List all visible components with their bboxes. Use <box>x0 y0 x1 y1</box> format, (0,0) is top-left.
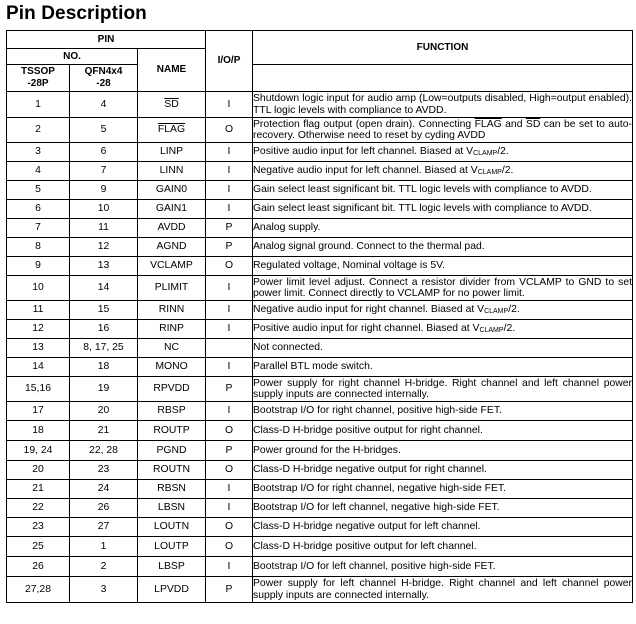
io-type-cell: I <box>206 358 253 377</box>
io-type-cell: I <box>206 301 253 320</box>
function-cell: Class-D H-bridge positive output for right channel. <box>253 421 633 441</box>
table-row <box>7 377 633 402</box>
qfn-pin-cell: 16 <box>70 320 138 339</box>
tssop-pin-cell: 4 <box>7 162 70 181</box>
function-cell: Positive audio input for right channel. Biased at $V_{CLAMP}/2$. <box>253 320 633 339</box>
table-row <box>7 276 633 301</box>
table-row <box>7 219 633 238</box>
tssop-pin-cell: 8 <box>7 238 70 257</box>
io-type-cell: P <box>206 577 253 603</box>
pin-name-cell: NC <box>138 339 206 358</box>
io-type-cell: I <box>206 499 253 518</box>
table-row <box>7 257 633 276</box>
io-type-cell: O <box>206 257 253 276</box>
qfn-pin-cell: 27 <box>70 518 138 537</box>
io-type-cell: P <box>206 377 253 402</box>
pin-name-cell: LBSN <box>138 499 206 518</box>
qfn-header-text: QFN4x4 -28 <box>84 66 123 89</box>
pin-name-cell: LOUTN <box>138 518 206 537</box>
pin-name-cell: LBSP <box>138 557 206 577</box>
table-row <box>7 301 633 320</box>
tssop-pin-cell: 6 <box>7 200 70 219</box>
pin-name-cell: RINN <box>138 301 206 320</box>
function-cell: Class-D H-bridge negative output for right channel. <box>253 461 633 480</box>
pin-name-cell: $\overline{SD}$ <box>138 92 206 118</box>
pin-name-cell: AGND <box>138 238 206 257</box>
table-row <box>7 358 633 377</box>
io-type-cell: I <box>206 162 253 181</box>
qfn-pin-cell: 18 <box>70 358 138 377</box>
tssop-pin-cell: 17 <box>7 402 70 421</box>
pin-description-table <box>6 30 633 603</box>
pin-name-cell: LOUTP <box>138 537 206 557</box>
function-cell: Analog supply. <box>253 219 633 238</box>
function-cell: Class-D H-bridge positive output for left channel. <box>253 537 633 557</box>
qfn-pin-cell: 1 <box>70 537 138 557</box>
qfn-header <box>70 65 138 92</box>
io-type-cell: O <box>206 118 253 143</box>
tssop-pin-cell: 14 <box>7 358 70 377</box>
function-cell: Parallel BTL mode switch. <box>253 358 633 377</box>
function-cell: Positive audio input for left channel. Biased at $V_{CLAMP}/2$. <box>253 143 633 162</box>
tssop-pin-cell: 19, 24 <box>7 441 70 461</box>
qfn-pin-cell: 26 <box>70 499 138 518</box>
table-row <box>7 441 633 461</box>
pin-name-cell: GAIN1 <box>138 200 206 219</box>
table-row <box>7 577 633 603</box>
io-type-cell: O <box>206 518 253 537</box>
io-type-cell: I <box>206 480 253 499</box>
qfn-pin-cell: 9 <box>70 181 138 200</box>
io-type-cell: P <box>206 219 253 238</box>
pin-name-cell: GAIN0 <box>138 181 206 200</box>
io-type-cell: I <box>206 200 253 219</box>
qfn-pin-cell: 8, 17, 25 <box>70 339 138 358</box>
tssop-header <box>7 65 70 92</box>
function-cell: Gain select least significant bit. TTL logic levels with compliance to AVDD. <box>253 200 633 219</box>
tssop-pin-cell: 1 <box>7 92 70 118</box>
no-header: NO. <box>7 49 138 65</box>
io-type-cell: I <box>206 181 253 200</box>
function-cell: Negative audio input for right channel. Biased at $V_{CLAMP}/2$. <box>253 301 633 320</box>
table-row <box>7 118 633 143</box>
qfn-pin-cell: 3 <box>70 577 138 603</box>
io-type-cell: I <box>206 143 253 162</box>
tssop-header-text: TSSOP -28P <box>21 66 55 89</box>
table-row <box>7 339 633 358</box>
table-row <box>7 421 633 441</box>
pin-name-cell: VCLAMP <box>138 257 206 276</box>
page-title: Pin Description <box>6 3 147 24</box>
tssop-pin-cell: 3 <box>7 143 70 162</box>
function-cell: Negative audio input for left channel. Biased at $V_{CLAMP}/2$. <box>253 162 633 181</box>
table-row <box>7 200 633 219</box>
qfn-pin-cell: 4 <box>70 92 138 118</box>
tssop-pin-cell: 21 <box>7 480 70 499</box>
function-cell: Class-D H-bridge negative output for left channel. <box>253 518 633 537</box>
pin-name-cell: ROUTP <box>138 421 206 441</box>
io-type-cell: I <box>206 92 253 118</box>
pin-name-cell: FLAG <box>138 118 206 143</box>
function-cell: Bootstrap I/O for left channel, positive high-side FET. <box>253 557 633 577</box>
pin-header: PIN <box>7 31 206 49</box>
pin-name-cell: MONO <box>138 358 206 377</box>
tssop-pin-cell: 23 <box>7 518 70 537</box>
pin-name-cell: LINP <box>138 143 206 162</box>
io-type-cell: O <box>206 421 253 441</box>
function-cell: Not connected. <box>253 339 633 358</box>
pin-rows <box>7 92 633 603</box>
pin-name-cell: RBSN <box>138 480 206 499</box>
table-row <box>7 557 633 577</box>
pin-name-cell: PGND <box>138 441 206 461</box>
tssop-pin-cell: 5 <box>7 181 70 200</box>
io-type-cell: O <box>206 461 253 480</box>
tssop-pin-cell: 22 <box>7 499 70 518</box>
qfn-pin-cell: 11 <box>70 219 138 238</box>
tssop-pin-cell: 27,28 <box>7 577 70 603</box>
qfn-pin-cell: 7 <box>70 162 138 181</box>
pin-name-cell: PLIMIT <box>138 276 206 301</box>
function-cell: Analog signal ground. Connect to the thermal pad. <box>253 238 633 257</box>
table-row <box>7 499 633 518</box>
io-type-cell: I <box>206 402 253 421</box>
pin-name-cell: LINN <box>138 162 206 181</box>
function-cell: Power supply for right channel H-bridge. Right channel and left channel power supply inputs are connected internally. <box>253 377 632 400</box>
pin-name-cell: LPVDD <box>138 577 206 603</box>
tssop-pin-cell: 18 <box>7 421 70 441</box>
tssop-pin-cell: 12 <box>7 320 70 339</box>
tssop-pin-cell: 11 <box>7 301 70 320</box>
function-cell: Bootstrap I/O for right channel, positive high-side FET. <box>253 402 633 421</box>
qfn-pin-cell: 21 <box>70 421 138 441</box>
function-header-spacer <box>253 65 633 92</box>
qfn-pin-cell: 22, 28 <box>70 441 138 461</box>
io-type-cell: P <box>206 238 253 257</box>
table-row <box>7 162 633 181</box>
function-cell: Shutdown logic input for audio amp (Low=outputs disabled, High=output enabled). TTL logic levels with compliance to AVDD. <box>253 93 632 116</box>
pin-name-cell: ROUTN <box>138 461 206 480</box>
tssop-pin-cell: 15,16 <box>7 377 70 402</box>
table-row <box>7 537 633 557</box>
name-header: NAME <box>138 49 206 92</box>
function-cell: Bootstrap I/O for right channel, negative high-side FET. <box>253 480 633 499</box>
table-row <box>7 480 633 499</box>
table-row <box>7 92 633 118</box>
qfn-pin-cell: 6 <box>70 143 138 162</box>
io-type-cell: I <box>206 320 253 339</box>
tssop-pin-cell: 2 <box>7 118 70 143</box>
pin-name-cell: RPVDD <box>138 377 206 402</box>
qfn-pin-cell: 24 <box>70 480 138 499</box>
qfn-pin-cell: 12 <box>70 238 138 257</box>
function-cell: Protection flag output (open drain). Connecting FLAG and $\overline{SD}$ can be set to auto-recovery. Otherwise need to reset by cyding AVDD <box>253 118 632 141</box>
function-header: FUNCTION <box>253 31 633 65</box>
qfn-pin-cell: 13 <box>70 257 138 276</box>
qfn-pin-cell: 23 <box>70 461 138 480</box>
qfn-pin-cell: 19 <box>70 377 138 402</box>
tssop-pin-cell: 9 <box>7 257 70 276</box>
table-row <box>7 461 633 480</box>
tssop-pin-cell: 20 <box>7 461 70 480</box>
qfn-pin-cell: 15 <box>70 301 138 320</box>
qfn-pin-cell: 2 <box>70 557 138 577</box>
function-cell: Regulated voltage, Nominal voltage is 5V. <box>253 257 633 276</box>
function-cell: Power ground for the H-bridges. <box>253 441 633 461</box>
io-type-cell <box>206 339 253 358</box>
pin-name-cell: RBSP <box>138 402 206 421</box>
io-type-cell: I <box>206 276 253 301</box>
function-cell: Power limit level adjust. Connect a resistor divider from VCLAMP to GND to set power limit. Connect directly to VCLAMP for no power limit. <box>253 276 632 299</box>
io-header: I/O/P <box>206 31 253 92</box>
qfn-pin-cell: 20 <box>70 402 138 421</box>
tssop-pin-cell: 10 <box>7 276 70 301</box>
table-row <box>7 181 633 200</box>
tssop-pin-cell: 13 <box>7 339 70 358</box>
function-cell: Bootstrap I/O for left channel, negative high-side FET. <box>253 499 633 518</box>
io-type-cell: I <box>206 557 253 577</box>
function-cell: Power supply for left channel H-bridge. Right channel and left channel power supply inputs are connected internally. <box>253 578 632 601</box>
table-row <box>7 320 633 339</box>
pin-name-cell: RINP <box>138 320 206 339</box>
qfn-pin-cell: 10 <box>70 200 138 219</box>
table-row <box>7 238 633 257</box>
qfn-pin-cell: 14 <box>70 276 138 301</box>
tssop-pin-cell: 25 <box>7 537 70 557</box>
table-row <box>7 143 633 162</box>
table-row <box>7 518 633 537</box>
tssop-pin-cell: 26 <box>7 557 70 577</box>
tssop-pin-cell: 7 <box>7 219 70 238</box>
qfn-pin-cell: 5 <box>70 118 138 143</box>
function-cell: Gain select least significant bit. TTL logic levels with compliance to AVDD. <box>253 181 633 200</box>
io-type-cell: O <box>206 537 253 557</box>
io-type-cell: P <box>206 441 253 461</box>
table-row <box>7 402 633 421</box>
pin-name-cell: AVDD <box>138 219 206 238</box>
